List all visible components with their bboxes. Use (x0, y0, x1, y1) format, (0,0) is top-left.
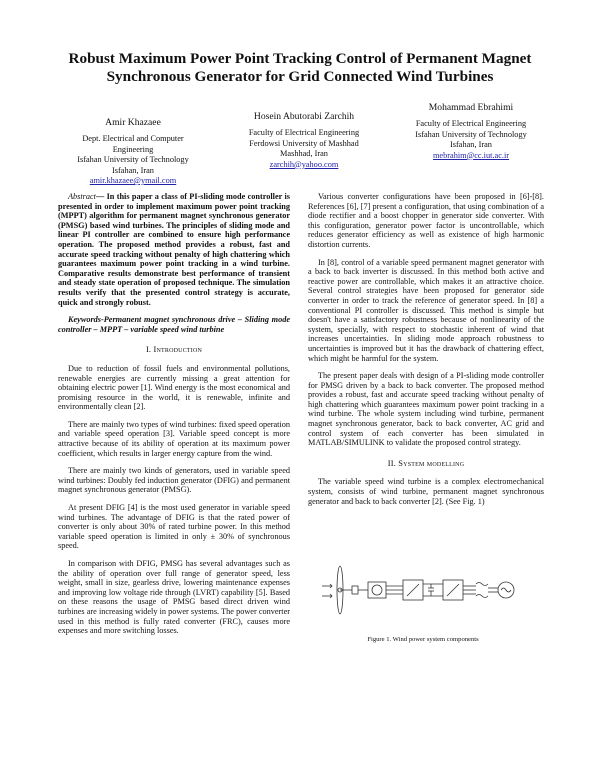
author-affiliation: Engineering (112, 144, 154, 154)
author-affiliation: Faculty of Electrical Engineering (415, 119, 527, 129)
title-line-2: Synchronous Generator for Grid Connected Wind Turbines (106, 68, 494, 85)
author-affiliation: Ferdowsi University of Mashhad (249, 138, 359, 148)
paragraph: In comparison with DFIG, PMSG has several advantages such as the ability of operation over full range of generator speed, less weight, small in size, gearless drive, lowering maintenance expenses and improving low voltage ride through (LVRT) capability [5]. Based on these reasons the usage of PMSG based direct driven wind turbines are increasing widely in power systems. The power converter used in this method is fully rated converter (FRC), causes more expenses and more switching losses. (58, 559, 290, 636)
paragraph: In [8], control of a variable speed permanent magnet generator with a back to back inverter is discussed. In this method both active and reactive power are controllable, which makes it an attractive choice. Several control strategies have been proposed for generator side converter in order to track the reference of generator speed. In [8] a conventional PI controller is discussed. This method is simple but doesn't have a satisfactory robustness because of nonlinearity of the system, specially, with respect to stochastic inherent of wind that increases uncertainties. In sliding mode approach robustness to uncertainties is improved but it has the drawback of chattering effect, which might be harmful for the system. (308, 257, 544, 363)
paragraph: There are mainly two kinds of generators, used in variable speed wind turbines: Doubly fed induction generator (DFIG) and permanent magnet synchronous generator (PMSG). (58, 466, 290, 495)
author-location: Isfahan, Iran (450, 140, 492, 150)
paragraph: There are mainly two types of wind turbines: fixed speed operation and variable speed operation [3]. Variable speed concept is more attractive because of its ability of operation at its maximum power coefficient, which results in larger energy capture from the wind. (58, 419, 290, 458)
paragraph: The present paper deals with design of a PI-sliding mode controller for PMSG driven by a back to back converter. The proposed method provides a robust, fast and accurate speed tracking without penalty of high chattering which guarantees maximum power point tracking in a wind turbine. The whole system including wind turbine, permanent magnet synchronous generator, back to back converter, AC grid and control system of each converter has been simulated in MATLAB/SIMULINK to validate the proposed control strategy. (308, 371, 544, 448)
author-block-3 (388, 103, 554, 161)
author-affiliation: Faculty of Electrical Engineering (248, 128, 360, 138)
author-affiliation: Dept. Electrical and Computer (82, 134, 184, 144)
wind-power-system-diagram (318, 558, 528, 633)
figure-1-caption: Figure 1. Wind power system components (367, 636, 479, 643)
author-location: Isfahan, Iran (112, 165, 154, 175)
author-email-link[interactable]: amir.khazaee@ymail.com (89, 176, 177, 186)
author-name: Hosein Abutorabi Zarchih (253, 111, 355, 122)
section-heading-introduction: I. Introduction (145, 345, 203, 355)
keywords: Keywords-Permanent magnet synchronous drive – Sliding mode controller – MPPT – variable speed wind turbine (58, 315, 290, 334)
author-affiliation: Isfahan University of Technology (415, 129, 527, 139)
author-email-link[interactable]: mebrahim@cc.iut.ac.ir (432, 150, 510, 160)
author-block-2 (218, 112, 390, 170)
author-location: Mashhad, Iran (280, 149, 328, 159)
paragraph: The variable speed wind turbine is a complex electromechanical system, consists of wind turbine, permanent magnet synchronous generator and back to back converter [2]. (See Fig. 1) (308, 477, 544, 506)
paragraph: Various converter configurations have been proposed in [6]-[8]. References [6], [7] present a configuration, that using combination of a diode rectifier and a boost chopper in generator side converter. With this configuration, generator power factor is uncontrollable, which reduces generator efficiency as well as existence of high harmonic distortion currents. (308, 192, 544, 249)
abstract (58, 192, 290, 307)
paper-title (40, 50, 560, 86)
abstract-label: Abstract (68, 192, 96, 201)
author-affiliation: Isfahan University of Technology (77, 155, 189, 165)
author-name: Mohammad Ebrahimi (428, 102, 514, 113)
author-email-link[interactable]: zarchih@yahoo.com (269, 159, 339, 169)
title-line-1: Robust Maximum Power Point Tracking Control of Permanent Magnet (68, 50, 532, 67)
section-heading-system-modelling: II. System modelling (387, 458, 465, 468)
author-block-1 (48, 118, 218, 186)
figure-1 (318, 558, 528, 633)
paragraph: Due to reduction of fossil fuels and environmental pollutions, renewable energies are currently missing a great attention for obtaining electric power [1]. Wind energy is the most economical and promising resource in the world, it is renewable, infinite and environmentally clean [2]. (58, 363, 290, 412)
abstract-text: — In this paper a class of PI-sliding mode controller is presented in order to implement maximum power point tracking (MPPT) algorithm for permanent magnet synchronous generator (PMSG) based wind turbines. The principles of sliding mode and linear PI controller are combined to ensure high performance operation. The proposed method provides a robust, fast and accurate speed tracking without penalty of high chattering which guarantees maximum power point tracking in a wind turbine. Comparative results demonstrate best performance of transient and steady state operation of proposed technique. The simulation results verify that the presented control strategy is accurate, quick and strongly robust. (58, 192, 290, 307)
left-column (58, 192, 290, 644)
author-name: Amir Khazaee (105, 117, 161, 128)
paragraph: At present DFIG [4] is the most used generator in variable speed wind turbines. The advantage of DFIG is that the rated power of converter is only about 30% of rated turbine power. In this method variable speed operation is limited in only ± 30% of synchronous speed. (58, 503, 290, 551)
right-column (308, 192, 544, 514)
